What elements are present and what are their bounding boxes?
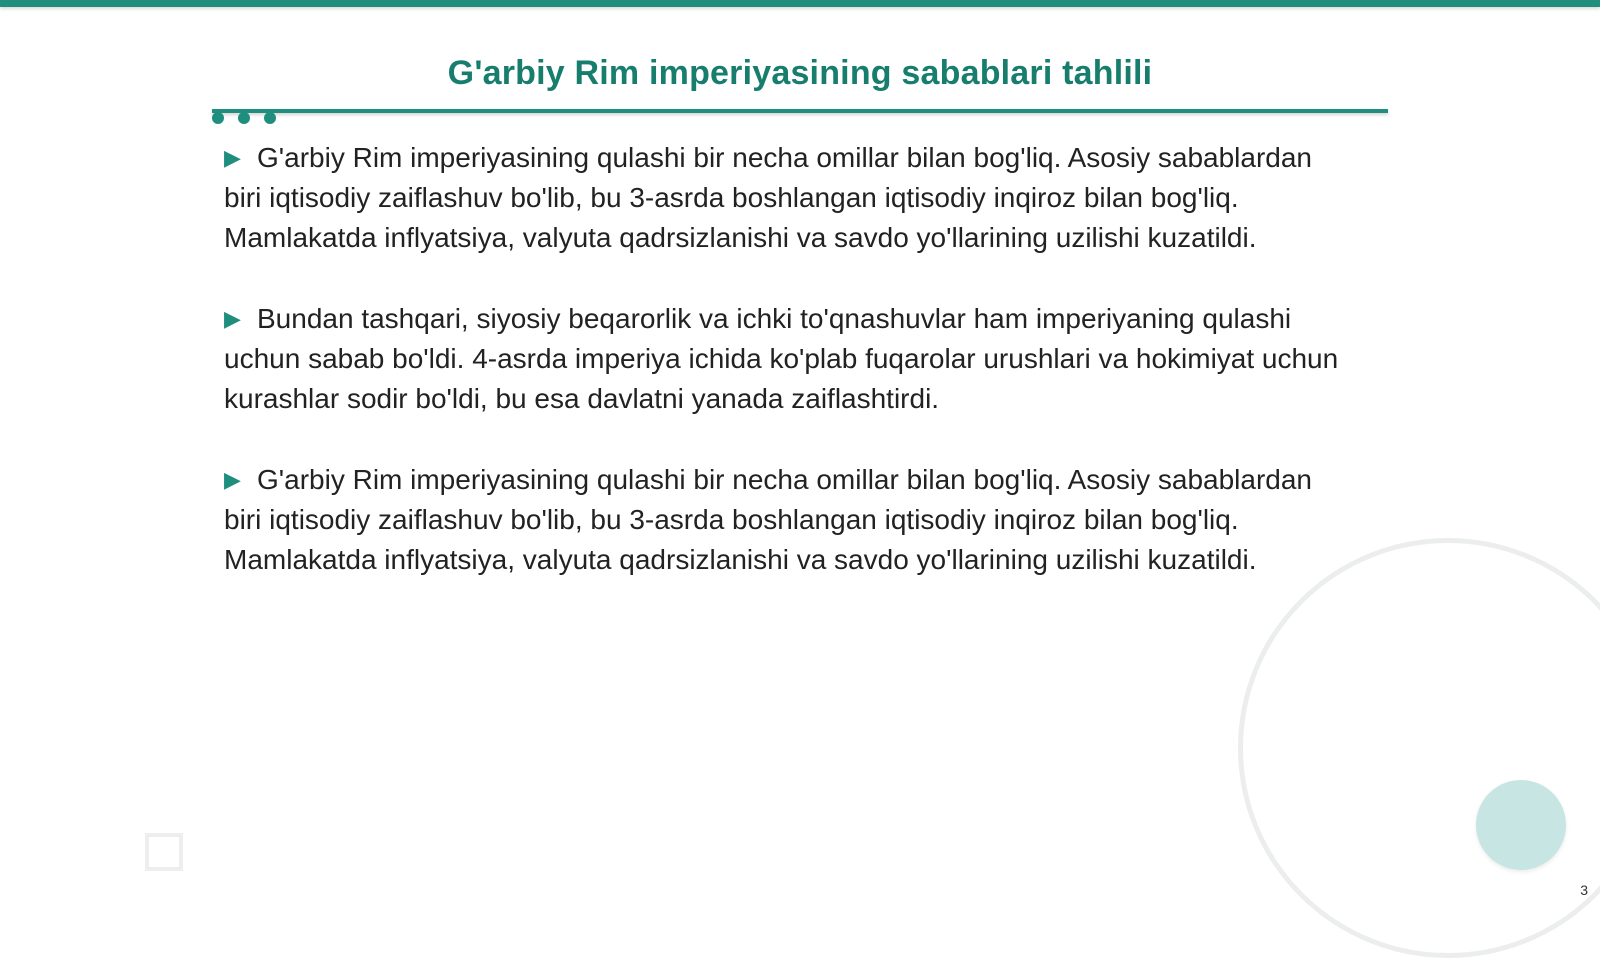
decor-dot <box>238 112 250 124</box>
decorative-circle <box>1476 780 1566 870</box>
bullet-paragraph-3 <box>224 460 1344 580</box>
decor-dot <box>264 112 276 124</box>
decorative-square <box>145 833 183 871</box>
title-dots-decoration <box>212 112 292 126</box>
bullet-paragraph-2 <box>224 299 1344 419</box>
decor-dot <box>212 112 224 124</box>
top-accent-bar <box>0 0 1600 7</box>
slide-body <box>224 138 1344 621</box>
title-underline <box>212 109 1388 113</box>
paragraph-text: G'arbiy Rim imperiyasining qulashi bir necha omillar bilan bog'liq. Asosiy sabablardan biri iqtisodiy zaiflashuv bo'lib, bu 3-asrda boshlangan iqtisodiy inqiroz bilan bog'liq. Mamlakatda inflyatsiya, valyuta qadrsizlanishi va savdo yo'llarining uzilishi kuzatildi. <box>224 464 1312 575</box>
bullet-arrow-icon: ▶ <box>224 306 241 331</box>
paragraph-text: Bundan tashqari, siyosiy beqarorlik va ichki to'qnashuvlar ham imperiyaning qulashi uchun sabab bo'ldi. 4-asrda imperiya ichida ko'plab fuqarolar urushlari va hokimiyat uchun kurashlar sodir bo'ldi, bu esa davlatni yanada zaiflashtirdi. <box>224 303 1339 414</box>
paragraph-text: G'arbiy Rim imperiyasining qulashi bir necha omillar bilan bog'liq. Asosiy sabablardan biri iqtisodiy zaiflashuv bo'lib, bu 3-asrda boshlangan iqtisodiy inqiroz bilan bog'liq. Mamlakatda inflyatsiya, valyuta qadrsizlanishi va savdo yo'llarining uzilishi kuzatildi. <box>224 142 1312 253</box>
slide-title: G'arbiy Rim imperiyasining sabablari tahlili <box>447 54 1153 92</box>
page-number: 3 <box>1580 882 1588 898</box>
bullet-arrow-icon: ▶ <box>224 467 241 492</box>
bullet-arrow-icon: ▶ <box>224 145 241 170</box>
bullet-paragraph-1 <box>224 138 1344 258</box>
